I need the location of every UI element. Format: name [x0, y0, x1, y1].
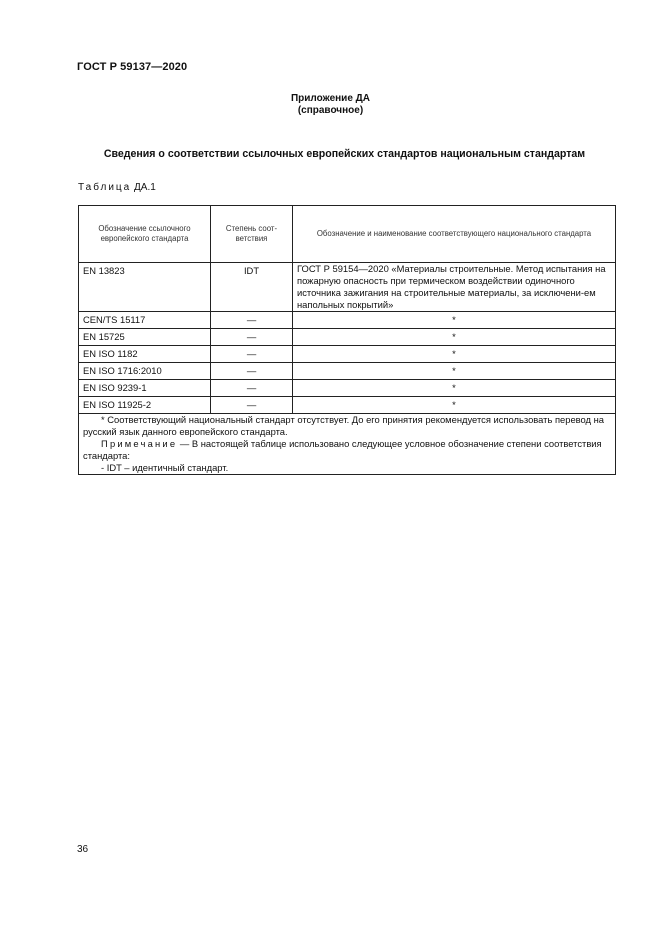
note-text: — В настоящей таблице использовано следующее условное обозначение степени соответствия стандарта:: [83, 438, 602, 461]
national-standard-cell: *: [293, 329, 616, 346]
degree-cell: IDT: [211, 263, 293, 312]
degree-cell: —: [211, 363, 293, 380]
table-row: [79, 363, 616, 380]
national-standard-cell: *: [293, 346, 616, 363]
reference-code-cell: EN ISO 1182: [79, 346, 211, 363]
table-notes-row: [79, 414, 616, 475]
table-header-row: [79, 206, 616, 263]
correspondence-table: [78, 205, 616, 475]
national-standard-cell: *: [293, 312, 616, 329]
document-code-header: ГОСТ Р 59137—2020: [77, 61, 188, 73]
appendix-subtitle: (справочное): [297, 105, 364, 116]
table-legend: - IDT – идентичный стандарт.: [101, 462, 229, 473]
national-standard-cell: *: [293, 380, 616, 397]
table-notes-cell: [79, 414, 616, 475]
appendix-heading: [0, 93, 661, 117]
table-row: [79, 397, 616, 414]
reference-code-cell: EN ISO 11925-2: [79, 397, 211, 414]
note-label: Примечание: [101, 438, 178, 449]
reference-code-cell: EN ISO 9239-1: [79, 380, 211, 397]
table-caption-word: Таблица: [78, 182, 132, 193]
section-title: Сведения о соответствии ссылочных европейских стандартов национальным стандартам: [103, 148, 586, 160]
table-caption: [78, 182, 156, 193]
degree-cell: —: [211, 380, 293, 397]
table-row: [79, 329, 616, 346]
column-header-reference-standard: Обозначение ссылочного европейского стандарта: [79, 206, 211, 263]
table-note: [83, 438, 611, 462]
degree-cell: —: [211, 346, 293, 363]
degree-cell: —: [211, 312, 293, 329]
national-standard-cell: ГОСТ Р 59154—2020 «Материалы строительные. Метод испытания на пожарную опасность при термическом воздействии одиночного источника зажигания на строительные материалы, за исключени-ем напольных покрытий»: [293, 263, 616, 312]
page-number: 36: [77, 844, 89, 855]
national-standard-cell: *: [293, 363, 616, 380]
degree-cell: —: [211, 329, 293, 346]
appendix-title: Приложение ДА: [290, 93, 371, 104]
table-caption-number: ДА.1: [134, 182, 156, 193]
column-header-national-standard: Обозначение и наименование соответствующего национального стандарта: [293, 206, 616, 263]
table-row: [79, 380, 616, 397]
reference-code-cell: EN ISO 1716:2010: [79, 363, 211, 380]
reference-code-cell: CEN/TS 15117: [79, 312, 211, 329]
table-row: [79, 312, 616, 329]
national-standard-cell: *: [293, 397, 616, 414]
table-row: [79, 346, 616, 363]
reference-code-cell: EN 13823: [79, 263, 211, 312]
degree-cell: —: [211, 397, 293, 414]
table-row: [79, 263, 616, 312]
table-footnote: * Соответствующий национальный стандарт отсутствует. До его принятия рекомендуется использовать перевод на русский язык данного европейского стандарта.: [83, 414, 605, 437]
column-header-degree: Степень соот-ветствия: [211, 206, 293, 263]
reference-code-cell: EN 15725: [79, 329, 211, 346]
